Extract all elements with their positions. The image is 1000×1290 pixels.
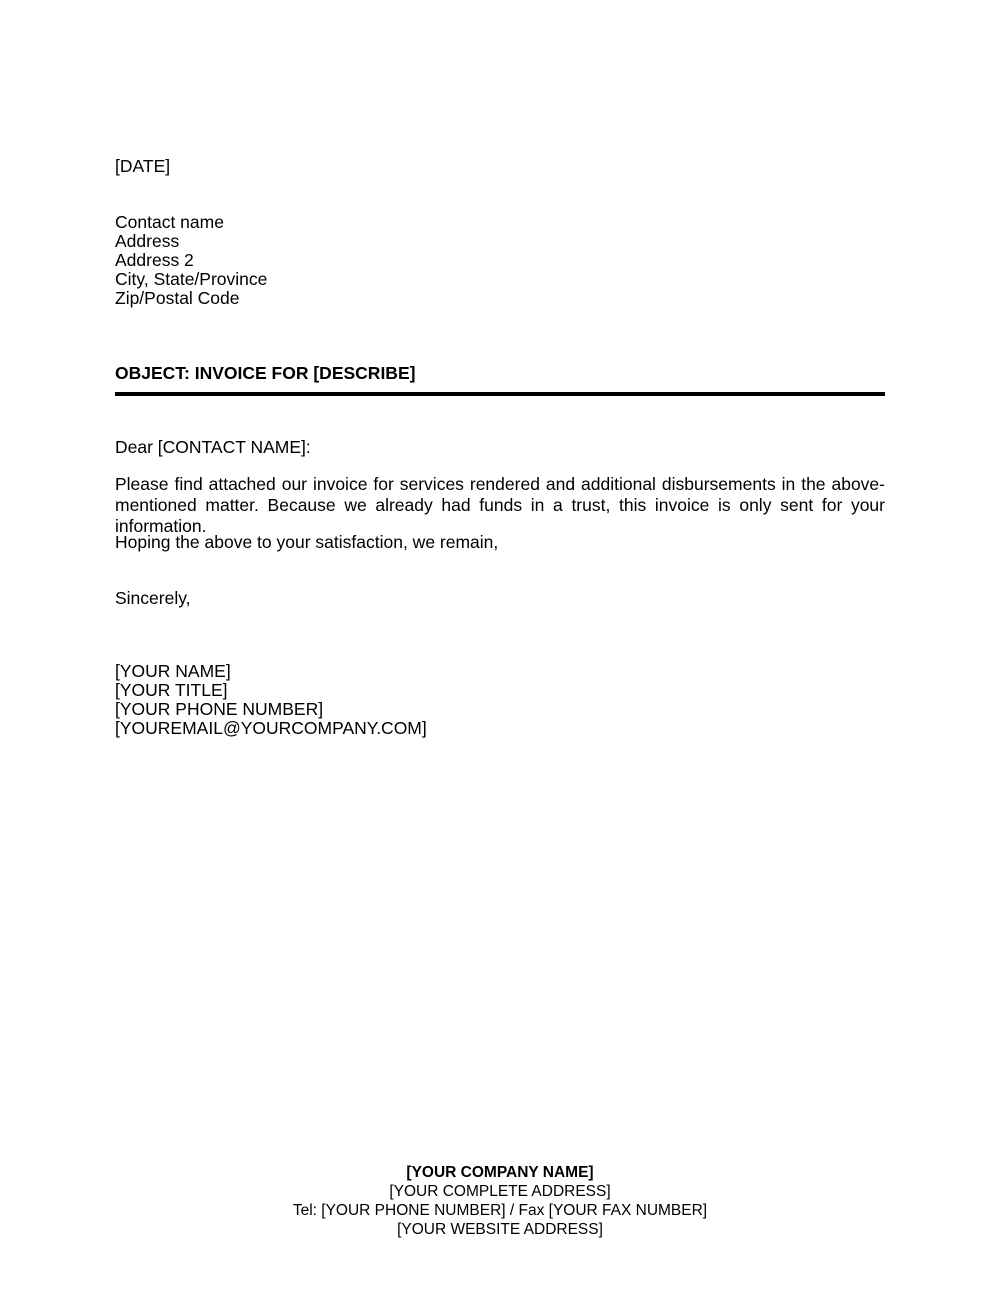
salutation: Dear [CONTACT NAME]: xyxy=(115,437,311,457)
footer-phone-fax: Tel: [YOUR PHONE NUMBER] / Fax [YOUR FAX NUMBER] xyxy=(292,1202,708,1219)
recipient-line-city-state: City, State/Province xyxy=(115,269,268,289)
recipient-line-address: Address xyxy=(115,231,180,251)
date-field: [DATE] xyxy=(115,156,171,176)
subject-line: OBJECT: INVOICE FOR [DESCRIBE] xyxy=(115,363,416,383)
recipient-address-block xyxy=(115,213,267,308)
footer-address: [YOUR COMPLETE ADDRESS] xyxy=(389,1183,611,1200)
recipient-line-address-2: Address 2 xyxy=(115,250,194,270)
footer-website: [YOUR WEBSITE ADDRESS] xyxy=(397,1221,603,1238)
recipient-line-postal-code: Zip/Postal Code xyxy=(115,288,240,308)
signature-block xyxy=(115,662,427,738)
signature-line-title: [YOUR TITLE] xyxy=(115,680,228,700)
footer-company-name: [YOUR COMPANY NAME] xyxy=(406,1164,594,1181)
signoff: Sincerely, xyxy=(115,588,191,608)
horizontal-rule xyxy=(115,392,885,396)
recipient-line-contact-name: Contact name xyxy=(115,212,224,232)
body-paragraph: Please find attached our invoice for services rendered and additional disbursements in the above-mentioned matter. Because we already had funds in a trust, this invoice is only sent for your information. xyxy=(115,474,885,536)
page-footer xyxy=(0,1163,1000,1239)
signature-line-email: [YOUREMAIL@YOURCOMPANY.COM] xyxy=(115,718,427,738)
signature-line-name: [YOUR NAME] xyxy=(115,661,231,681)
closing-line: Hoping the above to your satisfaction, we remain, xyxy=(115,532,499,552)
signature-line-phone: [YOUR PHONE NUMBER] xyxy=(115,699,324,719)
